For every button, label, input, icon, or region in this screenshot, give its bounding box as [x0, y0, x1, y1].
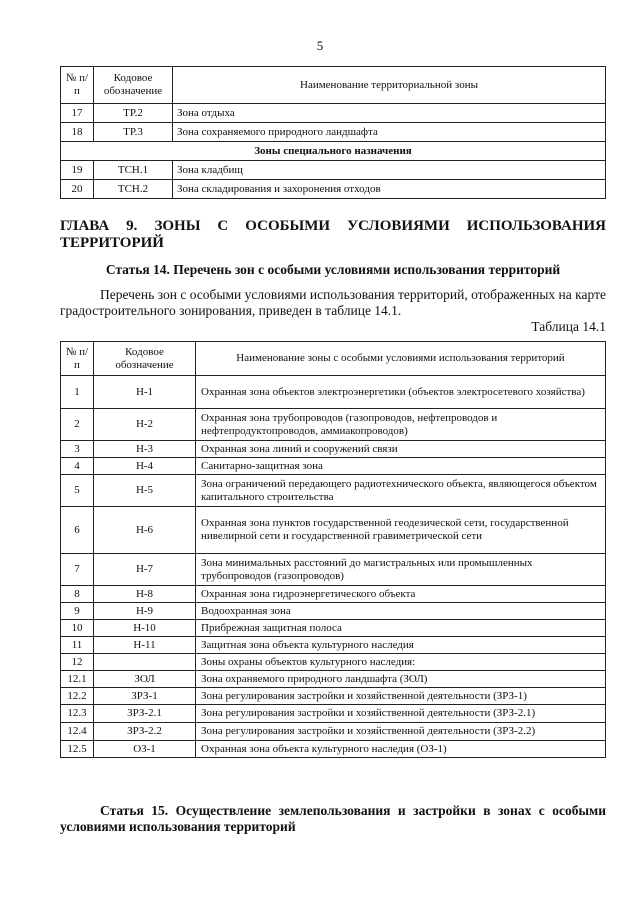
table-row	[61, 637, 606, 654]
header-number: № п/п	[61, 67, 94, 104]
page-number: 5	[316, 38, 324, 53]
table-row	[61, 123, 606, 142]
row-code: ОЗ-1	[94, 741, 196, 758]
row-code: Н-9	[94, 603, 196, 620]
row-name: Зоны охраны объектов культурного наследия:	[196, 654, 606, 671]
table-row	[61, 654, 606, 671]
header-code: Кодовое обозначение	[94, 67, 173, 104]
row-name: Охранная зона гидроэнергетического объекта	[196, 586, 606, 603]
row-number: 12.2	[61, 688, 94, 705]
row-code	[94, 654, 196, 671]
row-number: 9	[61, 603, 94, 620]
row-name: Охранная зона объектов электроэнергетики (объектов электросетевого хозяйства)	[196, 376, 606, 409]
header-code: Кодовое обозначение	[94, 342, 196, 376]
row-code: ТСН.1	[94, 161, 173, 180]
row-name: Защитная зона объекта культурного наследия	[196, 637, 606, 654]
row-number: 10	[61, 620, 94, 637]
row-name: Зона кладбищ	[173, 161, 606, 180]
row-name: Зона регулирования застройки и хозяйственной деятельности (ЗРЗ-2.2)	[196, 723, 606, 741]
row-name: Зона отдыха	[173, 104, 606, 123]
special-zones-body	[61, 376, 606, 758]
table-header-row	[61, 342, 606, 376]
article-14-title: Статья 14. Перечень зон с особыми условиями использования территорий	[105, 262, 561, 277]
intro-paragraph: Перечень зон с особыми условиями использования территорий, отображенных на карте градостроительного зонирования, приведен в таблице 14.1.	[60, 287, 606, 319]
row-number: 20	[61, 180, 94, 199]
row-name: Охранная зона линий и сооружений связи	[196, 441, 606, 458]
row-code: ЗРЗ-2.1	[94, 705, 196, 723]
header-number: № п/п	[61, 342, 94, 376]
header-name: Наименование зоны с особыми условиями использования территорий	[196, 342, 606, 376]
row-code: Н-2	[94, 409, 196, 441]
row-code: ЗРЗ-2.2	[94, 723, 196, 741]
row-code: ЗОЛ	[94, 671, 196, 688]
table-row	[61, 688, 606, 705]
row-code: Н-4	[94, 458, 196, 475]
row-name: Санитарно-защитная зона	[196, 458, 606, 475]
row-code: ТР.3	[94, 123, 173, 142]
row-number: 6	[61, 507, 94, 554]
row-name: Охранная зона трубопроводов (газопроводов, нефтепроводов и нефтепродуктопроводов, аммиакопроводов)	[196, 409, 606, 441]
section-row	[61, 142, 606, 161]
section-heading: Зоны специального назначения	[61, 142, 606, 161]
row-name: Охранная зона пунктов государственной геодезической сети, государственной нивелирной сети и государственной гравиметрической сети	[196, 507, 606, 554]
row-number: 5	[61, 475, 94, 507]
row-code: Н-7	[94, 554, 196, 586]
table-row	[61, 507, 606, 554]
row-number: 1	[61, 376, 94, 409]
row-number: 17	[61, 104, 94, 123]
article-15-title: Статья 15. Осуществление землепользования и застройки в зонах с особыми условиями использования территорий	[60, 803, 606, 835]
row-number: 11	[61, 637, 94, 654]
row-name: Водоохранная зона	[196, 603, 606, 620]
row-code: ТСН.2	[94, 180, 173, 199]
row-number: 7	[61, 554, 94, 586]
row-number: 8	[61, 586, 94, 603]
table-row	[61, 409, 606, 441]
row-name: Зона минимальных расстояний до магистральных или промышленных трубопроводов (газопроводов)	[196, 554, 606, 586]
row-code: Н-11	[94, 637, 196, 654]
row-name: Зона ограничений передающего радиотехнического объекта, являющегося объектом капитального строительства	[196, 475, 606, 507]
table-row	[61, 741, 606, 758]
row-name: Зона регулирования застройки и хозяйственной деятельности (ЗРЗ-2.1)	[196, 705, 606, 723]
table-row	[61, 458, 606, 475]
table-row	[61, 723, 606, 741]
row-number: 12.3	[61, 705, 94, 723]
table-row	[61, 554, 606, 586]
row-number: 18	[61, 123, 94, 142]
row-code: ТР.2	[94, 104, 173, 123]
row-number: 12	[61, 654, 94, 671]
row-number: 12.5	[61, 741, 94, 758]
row-code: Н-8	[94, 586, 196, 603]
row-code: ЗРЗ-1	[94, 688, 196, 705]
row-name: Зона регулирования застройки и хозяйственной деятельности (ЗРЗ-1)	[196, 688, 606, 705]
row-name: Зона сохраняемого природного ландшафта	[173, 123, 606, 142]
table-row	[61, 441, 606, 458]
table-caption: Таблица 14.1	[531, 319, 606, 334]
table-row	[61, 161, 606, 180]
row-number: 4	[61, 458, 94, 475]
row-code: Н-1	[94, 376, 196, 409]
special-zones-table	[60, 341, 606, 758]
row-code: Н-10	[94, 620, 196, 637]
table-row	[61, 620, 606, 637]
table-row	[61, 475, 606, 507]
table-row	[61, 671, 606, 688]
header-name: Наименование территориальной зоны	[173, 67, 606, 104]
row-name: Охранная зона объекта культурного наследия (ОЗ-1)	[196, 741, 606, 758]
row-number: 3	[61, 441, 94, 458]
chapter-title: ГЛАВА 9. ЗОНЫ С ОСОБЫМИ УСЛОВИЯМИ ИСПОЛЬЗОВАНИЯ ТЕРРИТОРИЙ	[60, 218, 606, 252]
row-code: Н-6	[94, 507, 196, 554]
row-number: 19	[61, 161, 94, 180]
row-number: 12.4	[61, 723, 94, 741]
table-row	[61, 376, 606, 409]
row-number: 2	[61, 409, 94, 441]
table-header-row	[61, 67, 606, 104]
table-row	[61, 104, 606, 123]
row-code: Н-3	[94, 441, 196, 458]
row-name: Зона охраняемого природного ландшафта (ЗОЛ)	[196, 671, 606, 688]
table-row	[61, 586, 606, 603]
row-name: Прибрежная защитная полоса	[196, 620, 606, 637]
row-number: 12.1	[61, 671, 94, 688]
table-row	[61, 705, 606, 723]
table-row	[61, 180, 606, 199]
row-code: Н-5	[94, 475, 196, 507]
table-row	[61, 603, 606, 620]
territorial-zones-table	[60, 66, 606, 199]
row-name: Зона складирования и захоронения отходов	[173, 180, 606, 199]
